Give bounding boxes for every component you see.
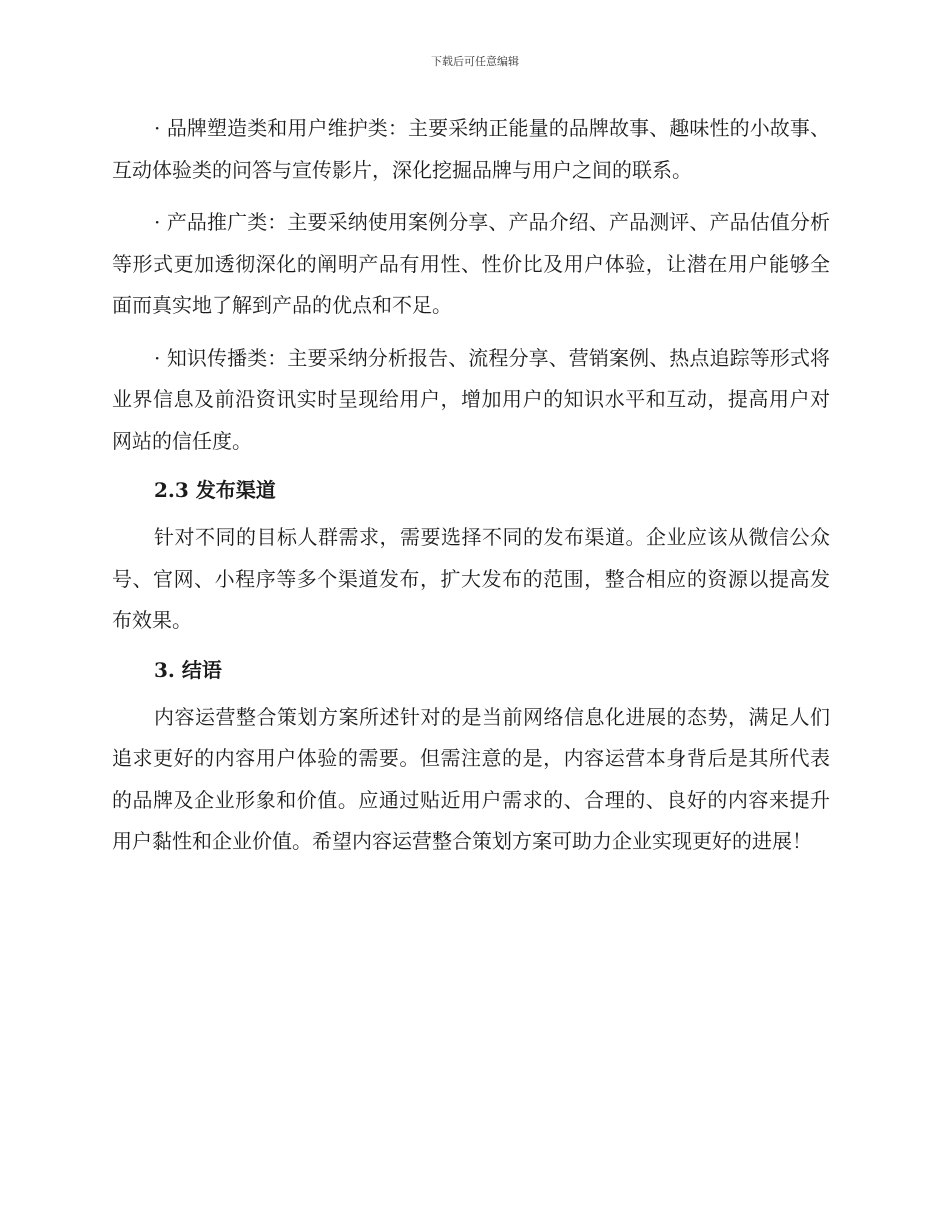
bullet-paragraph-product: · 产品推广类：主要采纳使用案例分享、产品介绍、产品测评、产品估值分析等形式更加透彻深化的阐明产品有用性、性价比及用户体验，让潜在用户能够全面而真实地了解到产品的优点和不足。 (112, 210, 830, 317)
paragraph-publish-channels: 针对不同的目标人群需求，需要选择不同的发布渠道。企业应该从微信公众号、官网、小程序等多个渠道发布，扩大发布的范围，整合相应的资源以提高发布效果。 (112, 525, 830, 632)
section-heading-publish-channels: 2.3 发布渠道 (154, 478, 276, 502)
paragraph-conclusion: 内容运营整合策划方案所述针对的是当前网络信息化进展的态势，满足人们追求更好的内容用户体验的需要。但需注意的是，内容运营本身背后是其所代表的品牌及企业形象和价值。应通过贴近用户需求的、合理的、良好的内容来提升用户黏性和企业价值。希望内容运营整合策划方案可助力企业实现更好的进展！ (112, 704, 830, 853)
bullet-paragraph-brand: · 品牌塑造类和用户维护类：主要采纳正能量的品牌故事、趣味性的小故事、互动体验类的问答与宣传影片，深化挖掘品牌与用户之间的联系。 (112, 116, 830, 182)
header-note: 下载后可任意编辑 (431, 55, 519, 68)
section-heading-conclusion: 3. 结语 (154, 657, 222, 682)
document-body (112, 108, 830, 863)
bullet-paragraph-knowledge: · 知识传播类：主要采纳分析报告、流程分享、营销案例、热点追踪等形式将业界信息及前沿资讯实时呈现给用户，增加用户的知识水平和互动，提高用户对网站的信任度。 (112, 345, 830, 453)
